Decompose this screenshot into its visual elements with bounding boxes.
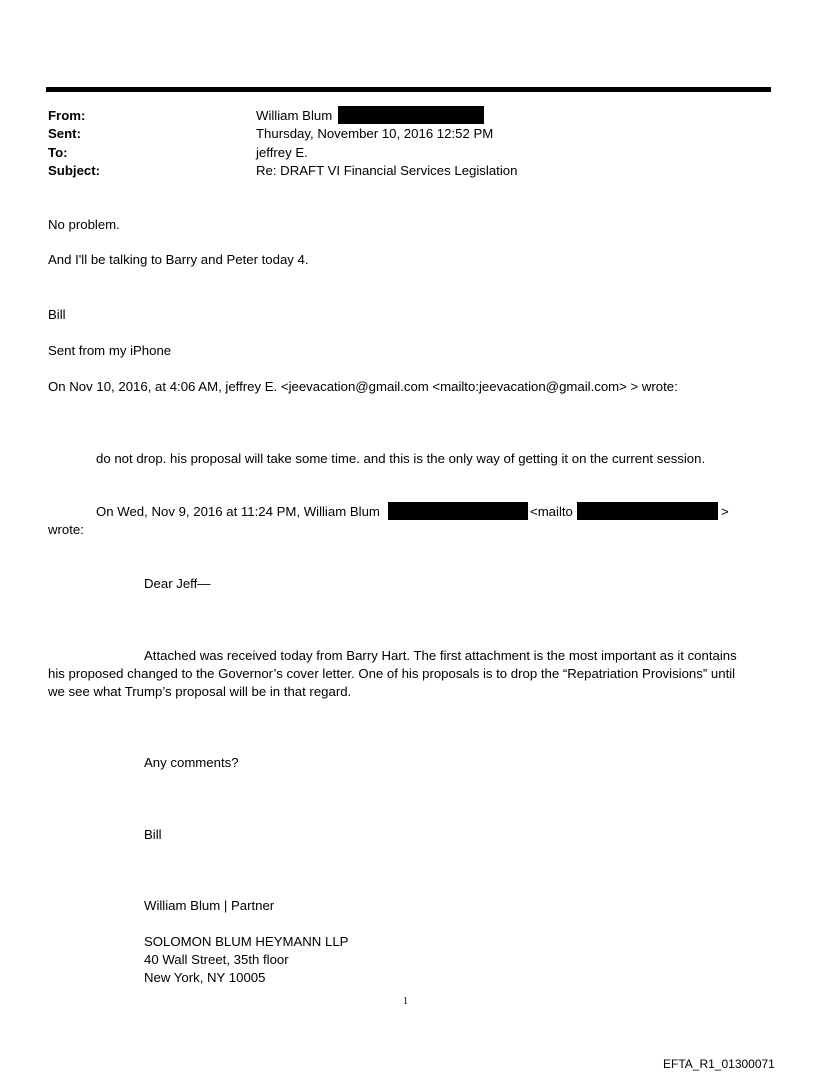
quote-header: On Nov 10, 2016, at 4:06 AM, jeffrey E. <jeevacation@gmail.com <mailto:jeevacation@gmail.com> > wrote: [48,379,678,394]
firm-name: SOLOMON BLUM HEYMANN LLP [144,934,349,949]
signature: Bill [48,307,66,322]
quote-mailto-end: > [721,504,729,519]
sent-label: Sent: [48,126,81,141]
signature-name: William Blum | Partner [144,898,275,913]
page-number: 1 [403,996,408,1007]
redaction-bar [338,106,484,124]
redaction-bar [388,502,528,520]
address-line: 40 Wall Street, 35th floor [144,952,289,967]
sent-from-line: Sent from my iPhone [48,343,172,358]
from-label: From: [48,108,86,123]
paragraph-line: we see what Trump’s proposal will be in that regard. [48,684,352,699]
body-line: And I'll be talking to Barry and Peter today 4. [48,252,309,267]
from-value: William Blum [256,108,333,123]
quote-header-2: On Wed, Nov 9, 2016 at 11:24 PM, William Blum [96,504,380,519]
subject-value: Re: DRAFT VI Financial Services Legislation [256,163,518,178]
document-id: EFTA_R1_01300071 [663,1057,775,1071]
question-line: Any comments? [144,755,239,770]
to-label: To: [48,145,68,160]
body-line: No problem. [48,217,120,232]
quote-wrote: wrote: [48,522,84,537]
redaction-bar [577,502,718,520]
header-rule [46,87,771,92]
signature: Bill [144,827,162,842]
address-line: New York, NY 10005 [144,970,266,985]
paragraph-line: his proposed changed to the Governor’s cover letter. One of his proposals is to drop the “Repatriation Provisions” until [48,666,736,681]
quoted-reply: do not drop. his proposal will take some time. and this is the only way of getting it on the current session. [96,451,706,466]
greeting: Dear Jeff— [144,576,211,591]
to-value: jeffrey E. [256,145,308,160]
sent-value: Thursday, November 10, 2016 12:52 PM [256,126,494,141]
paragraph-line: Attached was received today from Barry Hart. The first attachment is the most important as it contains [144,648,737,663]
subject-label: Subject: [48,163,101,178]
quote-mailto: <mailto [530,504,573,519]
